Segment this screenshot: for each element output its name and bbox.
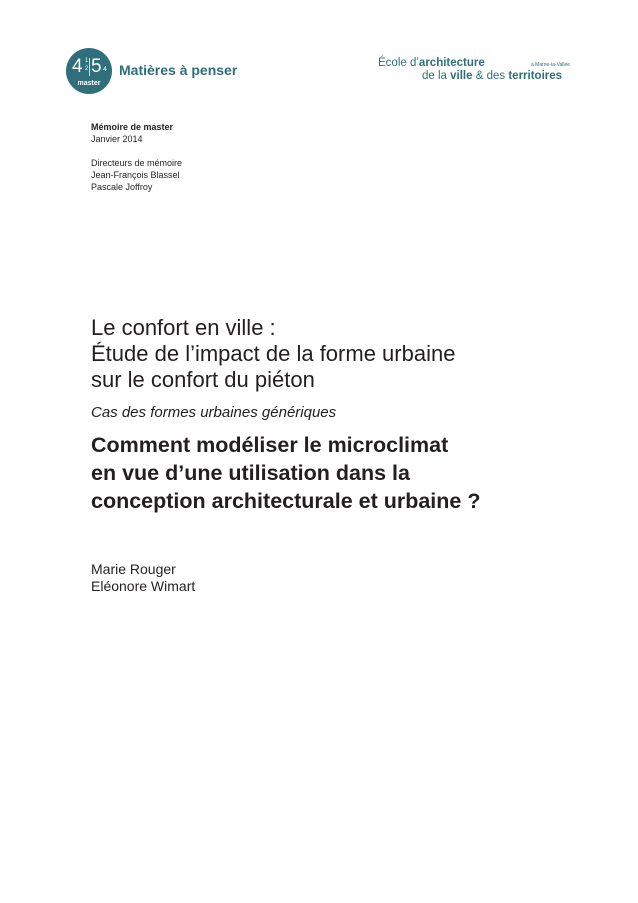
school-line-2: de la ville & des territoires: [422, 70, 563, 82]
title-line: Étude de l’impact de la forme urbaine: [91, 341, 456, 366]
memoir-date: Janvier 2014: [91, 134, 143, 144]
badge-number-left: 4: [72, 56, 83, 77]
title-line: sur le confort du piéton: [91, 367, 315, 392]
badge-number-right: 4: [103, 66, 107, 73]
author-name: Marie Rouger: [91, 561, 176, 577]
director-name: Jean-François Blassel: [91, 170, 180, 180]
memoir-info: [91, 121, 182, 193]
badge-number-mid: 5: [91, 56, 102, 77]
main-title: [91, 315, 455, 393]
authors: [91, 561, 195, 595]
question-line: Comment modéliser le microclimat: [91, 433, 449, 457]
badge-level: master: [77, 80, 101, 87]
school-logo: [378, 57, 588, 83]
question-line: conception architecturale et urbaine ?: [91, 489, 481, 513]
research-question: [91, 431, 480, 515]
author-name: Eléonore Wimart: [91, 578, 196, 594]
director-name: Pascale Joffroy: [91, 182, 153, 192]
school-line-1: École d’architecture: [378, 57, 485, 69]
subtitle: Cas des formes urbaines génériques: [91, 404, 337, 421]
school-location: à Marne-la-Vallée: [531, 62, 571, 68]
master-badge-logo: [66, 48, 112, 94]
directors-label: Directeurs de mémoire: [91, 158, 183, 168]
series-title: Matières à penser: [119, 62, 238, 78]
memoir-type: Mémoire de master: [91, 122, 174, 132]
title-line: Le confort en ville :: [91, 315, 276, 340]
badge-fraction: 1 2: [84, 58, 89, 72]
question-line: en vue d’une utilisation dans la: [91, 461, 410, 485]
badge-divider: [89, 58, 90, 76]
